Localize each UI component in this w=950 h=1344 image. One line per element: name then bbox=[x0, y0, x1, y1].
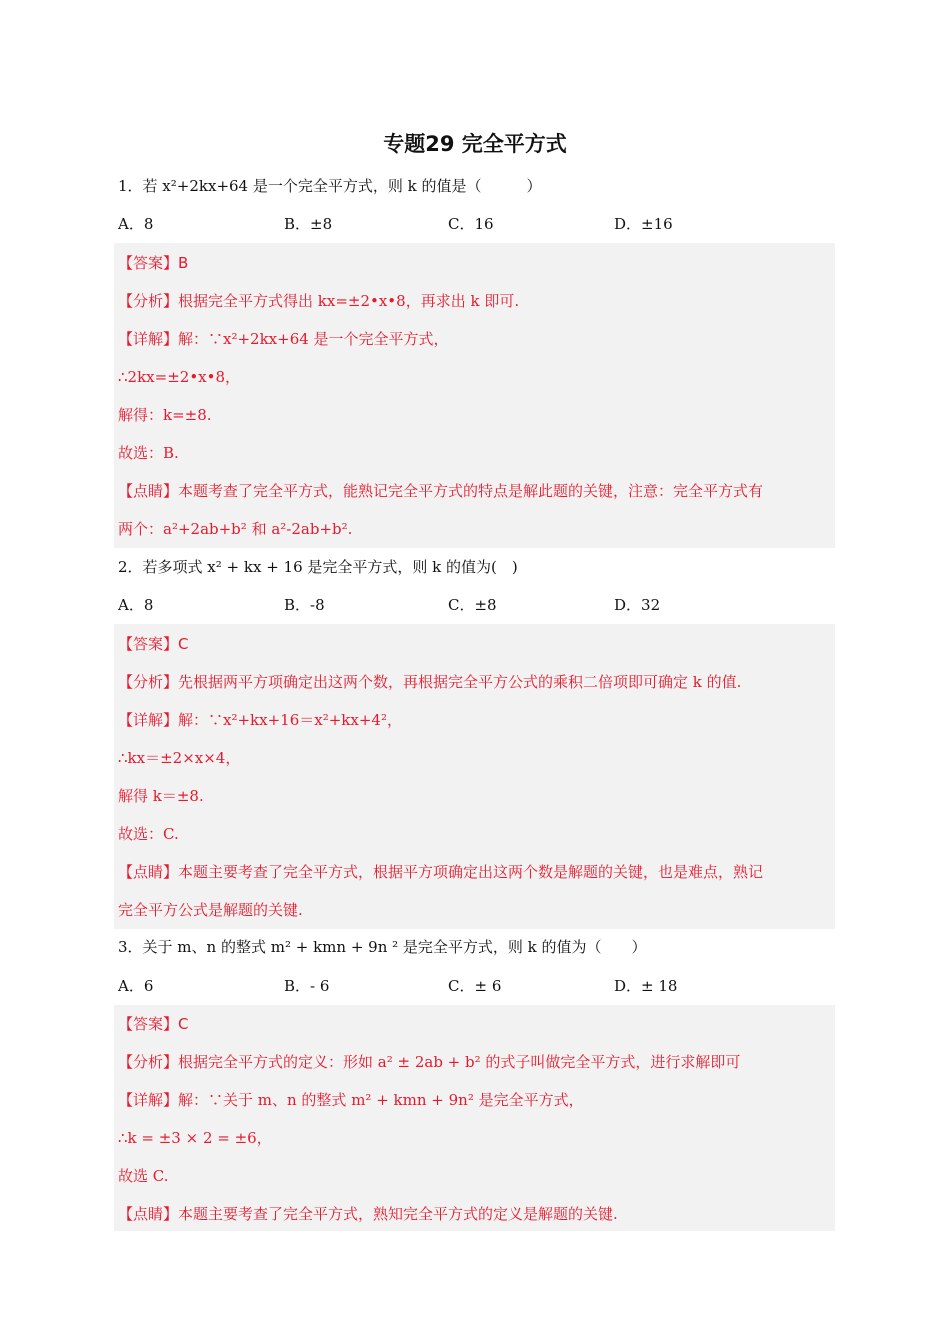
comment-line: 完全平方公式是解题的关键. bbox=[118, 901, 303, 919]
option-d: D．32 bbox=[614, 596, 661, 614]
option-c: C．16 bbox=[448, 215, 494, 233]
option-c: C．±8 bbox=[448, 596, 497, 614]
option-b: B．-8 bbox=[284, 596, 325, 614]
option-b: B．±8 bbox=[284, 215, 333, 233]
step-line: ∴2kx=±2•x•8， bbox=[118, 368, 241, 386]
detail-line: 【详解】解：∵x²+kx+16＝x²+kx+4²， bbox=[118, 711, 402, 729]
comment-line: 两个：a²+2ab+b² 和 a²-2ab+b². bbox=[118, 520, 353, 538]
step-line: 故选：C. bbox=[118, 825, 179, 843]
comment-line: 【点睛】本题考查了完全平方式，能熟记完全平方式的特点是解此题的关键，注意：完全平方式有 bbox=[118, 482, 764, 500]
solution-box-2 bbox=[114, 624, 835, 929]
analysis-line: 【分析】根据完全平方式得出 kx=±2•x•8，再求出 k 即可. bbox=[118, 292, 520, 310]
question-3-stem: 3．关于 m、n 的整式 m² + kmn + 9n ² 是完全平方式，则 k 的值为（ ） bbox=[118, 938, 647, 956]
question-2-options bbox=[118, 595, 834, 615]
option-a: A．8 bbox=[118, 215, 154, 233]
question-1-options bbox=[118, 214, 834, 234]
analysis-line: 【分析】根据完全平方式的定义：形如 a² ± 2ab + b² 的式子叫做完全平方式，进行求解即可 bbox=[118, 1053, 741, 1071]
step-line: 故选：B. bbox=[118, 444, 179, 462]
detail-line: 【详解】解：∵关于 m、n 的整式 m² + kmn + 9n² 是完全平方式， bbox=[118, 1091, 584, 1109]
answer-line: 【答案】C bbox=[118, 1015, 189, 1033]
question-1-stem: 1．若 x²+2kx+64 是一个完全平方式，则 k 的值是（ ） bbox=[118, 177, 542, 195]
step-line: 解得 k＝±8. bbox=[118, 787, 204, 805]
step-line: ∴kx＝±2×x×4， bbox=[118, 749, 241, 767]
step-line: ∴k = ±3 × 2 = ±6， bbox=[118, 1129, 272, 1147]
step-line: 故选 C. bbox=[118, 1167, 169, 1185]
question-3-options bbox=[118, 976, 834, 996]
page-title: 专题29 完全平方式 bbox=[383, 132, 567, 156]
comment-line: 【点睛】本题主要考查了完全平方式，熟知完全平方式的定义是解题的关键. bbox=[118, 1205, 618, 1223]
answer-line: 【答案】B bbox=[118, 254, 189, 272]
comment-line: 【点睛】本题主要考查了完全平方式，根据平方项确定出这两个数是解题的关键，也是难点，熟记 bbox=[118, 863, 764, 881]
analysis-line: 【分析】先根据两平方项确定出这两个数，再根据完全平方公式的乘积二倍项即可确定 k 的值. bbox=[118, 673, 742, 691]
option-a: A．8 bbox=[118, 596, 154, 614]
detail-line: 【详解】解：∵x²+2kx+64 是一个完全平方式， bbox=[118, 330, 449, 348]
question-2-stem: 2．若多项式 x² + kx + 16 是完全平方式，则 k 的值为( ) bbox=[118, 558, 518, 576]
option-b: B．- 6 bbox=[284, 977, 330, 995]
solution-box-1 bbox=[114, 243, 835, 548]
option-d: D．±16 bbox=[614, 215, 673, 233]
step-line: 解得：k=±8. bbox=[118, 406, 212, 424]
option-a: A．6 bbox=[118, 977, 154, 995]
option-d: D．± 18 bbox=[614, 977, 678, 995]
answer-line: 【答案】C bbox=[118, 635, 189, 653]
option-c: C．± 6 bbox=[448, 977, 502, 995]
solution-box-3 bbox=[114, 1005, 835, 1231]
